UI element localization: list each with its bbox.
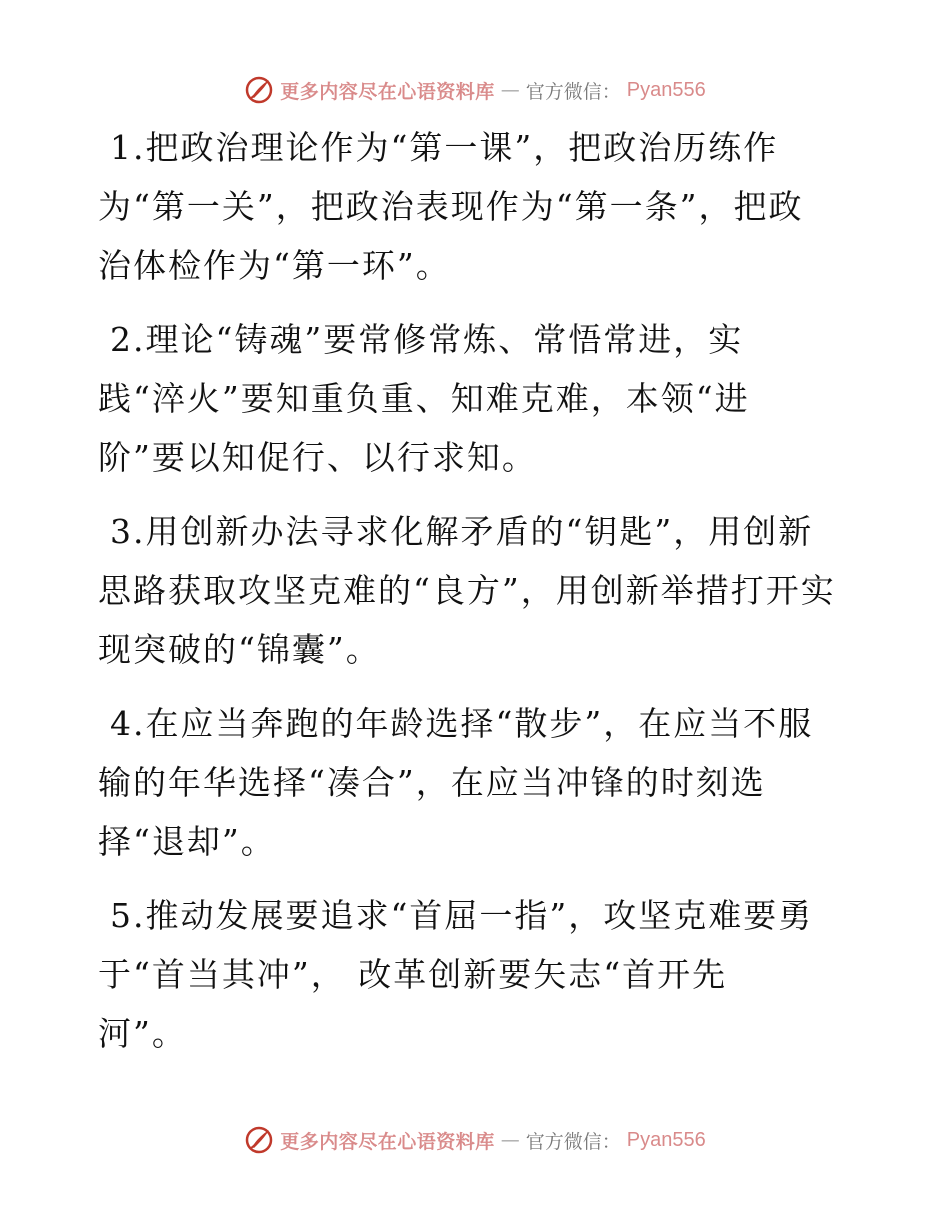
item-line: 择“退却”。 (98, 822, 276, 861)
list-item (98, 118, 868, 295)
header-dash: — (500, 79, 520, 101)
footer-site-text: 更多内容尽在心语资料库 (280, 1130, 495, 1153)
quill-logo-icon (244, 1125, 274, 1155)
footer-wechat-id: Pyan556 (626, 1128, 706, 1151)
item-line: 1.把政治理论作为“第一课”，把政治历练作 (110, 128, 779, 167)
document-body (98, 118, 868, 1078)
footer-wechat-label: 官方微信： (525, 1130, 621, 1153)
quill-logo-icon (244, 75, 274, 105)
header-site-text: 更多内容尽在心语资料库 (280, 80, 495, 103)
item-line: 为“第一关”，把政治表现作为“第一条”，把政 (98, 187, 804, 226)
header-wechat-label: 官方微信： (525, 80, 621, 103)
header-wechat-id: Pyan556 (626, 78, 706, 101)
item-line: 2.理论“铸魂”要常修常炼、常悟常进，实 (110, 320, 744, 359)
item-line: 3.用创新办法寻求化解矛盾的“钥匙”，用创新 (110, 512, 814, 551)
item-line: 现突破的“锦囊”。 (98, 630, 381, 669)
list-item (98, 502, 868, 679)
list-item (98, 886, 868, 1063)
item-line: 于“首当其冲”， 改革创新要矢志“首开先 (98, 955, 728, 994)
item-line: 4.在应当奔跑的年龄选择“散步”，在应当不服 (110, 704, 814, 743)
footer-dash: — (500, 1129, 520, 1151)
footer-banner (0, 1122, 950, 1158)
list-item (98, 694, 868, 871)
item-line: 践“淬火”要知重负重、知难克难，本领“进 (98, 379, 750, 418)
item-line: 治体检作为“第一环”。 (98, 246, 451, 285)
item-line: 阶”要以知促行、以行求知。 (98, 438, 537, 477)
item-line: 思路获取攻坚克难的“良方”，用创新举措打开实 (98, 571, 836, 610)
item-line: 河”。 (98, 1014, 187, 1053)
item-line: 输的年华选择“凑合”，在应当冲锋的时刻选 (98, 763, 766, 802)
list-item (98, 310, 868, 487)
item-line: 5.推动发展要追求“首屈一指”，攻坚克难要勇 (110, 896, 814, 935)
header-banner (0, 72, 950, 108)
